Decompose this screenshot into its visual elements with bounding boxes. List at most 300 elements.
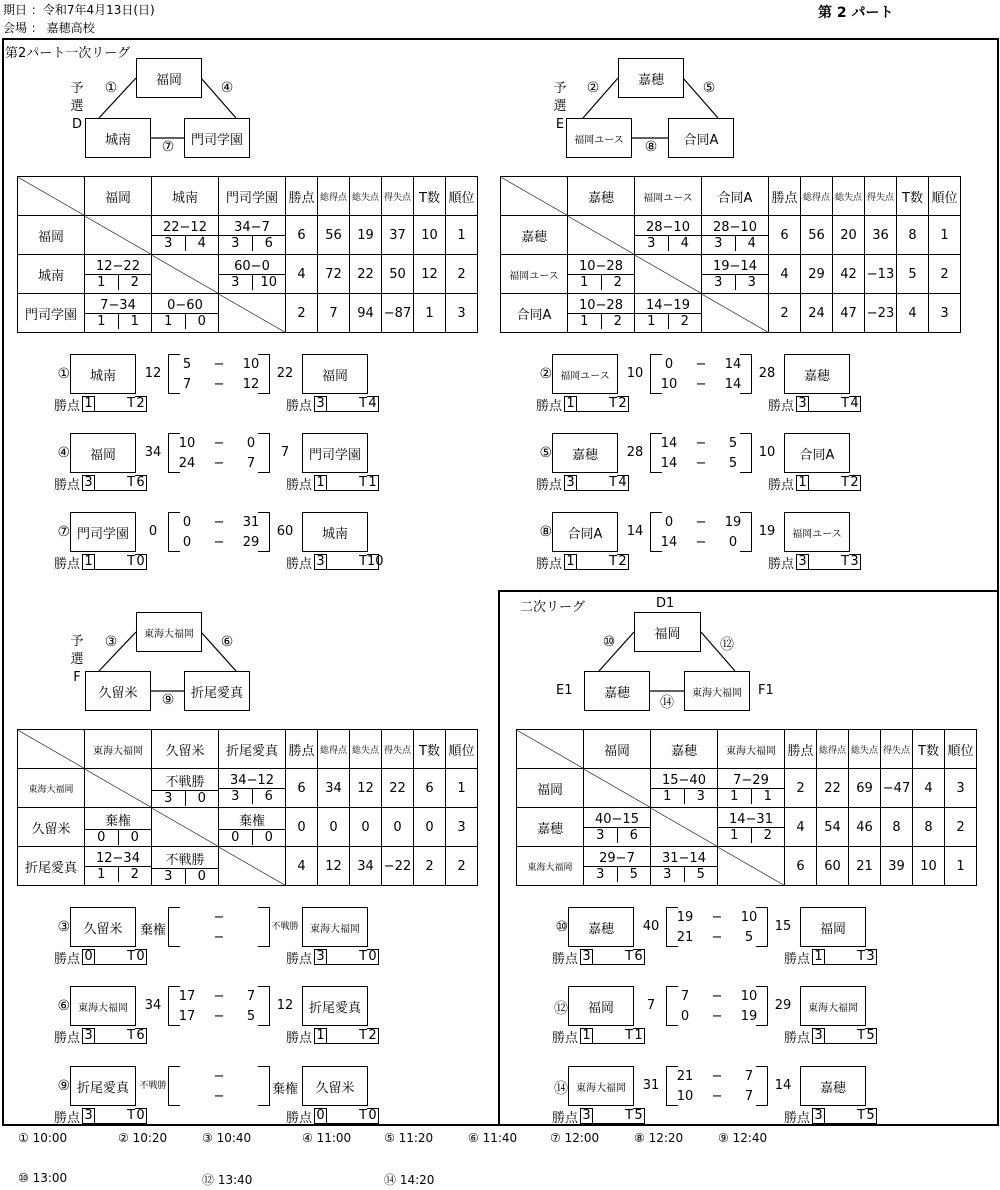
stat-total-conceded: 46	[849, 808, 881, 847]
match-points: 3	[584, 867, 618, 882]
score: 10−28	[568, 298, 634, 314]
score: 12−34	[85, 851, 151, 867]
schedule-item	[634, 1131, 683, 1145]
stat-points: 2	[286, 294, 318, 333]
col-header-points: 勝点	[785, 730, 817, 769]
first-half-away: 7	[246, 988, 256, 1004]
schedule-time: 11:20	[398, 1131, 434, 1145]
match-points: 1	[718, 789, 752, 804]
match-result-cell	[219, 769, 286, 808]
group-f-match-num-3: ⑨	[161, 692, 175, 708]
match-points: 3	[702, 275, 736, 290]
stat-diff: 39	[881, 847, 913, 886]
home-total: 0	[148, 524, 158, 539]
group-e-label-2: 選	[553, 99, 567, 114]
schedule-item	[550, 1131, 599, 1145]
stat-tries: 4	[913, 769, 945, 808]
dash: −	[213, 534, 225, 550]
col-header-total-scored: 総得点	[817, 730, 849, 769]
stat-points: 2	[769, 294, 801, 333]
match-result-cell	[85, 255, 152, 294]
schedule-match-num: ④	[302, 1131, 313, 1145]
home-team: 折尾愛真	[70, 1066, 136, 1106]
stat-rank: 3	[945, 769, 977, 808]
away-points: 3	[812, 1108, 825, 1124]
match-tries: 0	[197, 790, 206, 806]
row-team-name: 福岡	[517, 769, 584, 808]
points-label: 勝点	[536, 556, 563, 572]
first-half-home: 5	[182, 356, 192, 372]
second-league-title: 二次リーグ	[520, 600, 586, 615]
points-label: 勝点	[286, 1030, 313, 1046]
stat-total-scored: 34	[318, 769, 350, 808]
schedule-item	[118, 1131, 167, 1145]
col-header-tries: T数	[913, 730, 945, 769]
half-scores	[168, 1066, 270, 1106]
away-team: 福岡	[302, 354, 368, 394]
second-half-home: 7	[182, 376, 192, 392]
stat-diff: 22	[382, 769, 414, 808]
stat-tries: 12	[414, 255, 446, 294]
match-points: 3	[584, 828, 618, 843]
stat-points: 4	[785, 808, 817, 847]
match-tries: 0	[264, 829, 273, 845]
group-f-label-2: 選	[70, 652, 84, 667]
match-points: 3	[219, 236, 253, 251]
match-result-cell	[152, 294, 219, 333]
t-label: T	[577, 476, 617, 491]
stat-tries: 8	[913, 808, 945, 847]
schedule-match-num: ⑫	[202, 1173, 215, 1187]
row-team-name: 東海大福岡	[517, 847, 584, 886]
stat-total-conceded: 21	[849, 847, 881, 886]
second-half-home: 21	[676, 929, 694, 945]
score: 28−10	[635, 220, 701, 236]
away-tries: 4	[849, 396, 861, 412]
self-match-cell	[635, 255, 702, 294]
stat-points: 4	[286, 255, 318, 294]
match-points: 3	[635, 236, 669, 251]
away-points: 3	[796, 396, 809, 412]
match-tries: 0	[197, 313, 206, 329]
stat-tries: 10	[414, 216, 446, 255]
score: 棄権	[85, 810, 151, 830]
dash: −	[695, 514, 707, 530]
home-points: 1	[82, 396, 95, 412]
match-result	[538, 986, 898, 1046]
league-table-s	[516, 729, 977, 886]
away-tries: 1	[367, 475, 379, 491]
second-match-num-3: ⑭	[660, 695, 674, 711]
match-tries: 0	[130, 829, 139, 845]
stat-total-scored: 24	[801, 294, 833, 333]
t-label: T	[327, 555, 367, 570]
match-number: ④	[57, 445, 70, 461]
col-header-team: 合同A	[702, 177, 769, 216]
first-half-away: 7	[744, 1068, 754, 1084]
away-team: 久留米	[302, 1066, 368, 1106]
first-half-home: 0	[664, 356, 674, 372]
col-header-team: 嘉穂	[651, 730, 718, 769]
match-number: ⑤	[539, 445, 552, 461]
away-tries: 5	[865, 1108, 877, 1124]
col-header-total-conceded: 総失点	[833, 177, 865, 216]
t-label: T	[327, 1029, 367, 1044]
away-total: 12	[276, 998, 294, 1013]
row-team-name: 城南	[18, 255, 85, 294]
points-label: 勝点	[286, 951, 313, 967]
score: 15−40	[651, 773, 717, 789]
score: 0−60	[152, 298, 218, 314]
away-tries: 0	[367, 1108, 379, 1124]
stat-tries: 8	[897, 216, 929, 255]
stat-total-conceded: 34	[350, 847, 382, 886]
match-tries: 5	[696, 866, 705, 882]
col-header-total-scored: 総得点	[318, 730, 350, 769]
match-points: 3	[651, 867, 685, 882]
col-header-team: 門司学園	[219, 177, 286, 216]
group-f-label-3: F	[73, 670, 81, 685]
col-header-rank: 順位	[446, 177, 478, 216]
table-corner	[18, 730, 85, 769]
stat-total-scored: 54	[817, 808, 849, 847]
half-scores	[168, 512, 270, 552]
home-total: 7	[646, 998, 656, 1013]
col-header-diff: 得失点	[382, 177, 414, 216]
stat-total-scored: 72	[318, 255, 350, 294]
away-team: 折尾愛真	[302, 986, 368, 1026]
match-result-cell	[635, 294, 702, 333]
points-label: 勝点	[784, 1110, 811, 1126]
group-d-match-num-3: ⑦	[161, 139, 175, 155]
group-f-top-team: 東海大福岡	[136, 612, 202, 652]
match-points: 3	[152, 869, 186, 884]
home-team: 門司学園	[70, 512, 136, 552]
first-half-home: 0	[664, 514, 674, 530]
schedule-time: 14:20	[399, 1173, 435, 1187]
self-match-cell	[584, 769, 651, 808]
table-row	[517, 808, 977, 847]
t-label: T	[809, 397, 849, 412]
match-tries: 2	[613, 313, 622, 329]
dash: −	[213, 455, 225, 471]
stat-points: 6	[286, 216, 318, 255]
away-team: 東海大福岡	[302, 907, 368, 947]
home-tries: 0	[135, 554, 147, 570]
group-d-left-team: 城南	[85, 118, 151, 158]
away-total: 60	[276, 524, 294, 539]
match-result-cell	[219, 808, 286, 847]
t-label: T	[593, 1029, 633, 1044]
table-row	[501, 255, 961, 294]
match-tries: 4	[680, 235, 689, 251]
schedule-match-num: ⑥	[468, 1131, 479, 1145]
score: 34−12	[219, 773, 285, 789]
away-total: 29	[774, 998, 792, 1013]
row-team-name: 嘉穂	[517, 808, 584, 847]
t-label: T	[809, 476, 849, 491]
home-total: 28	[626, 445, 644, 460]
match-points: 1	[651, 789, 685, 804]
schedule-time: 12:00	[564, 1131, 600, 1145]
t-label: T	[593, 950, 633, 965]
match-result-cell	[219, 255, 286, 294]
row-team-name: 東海大福岡	[18, 769, 85, 808]
second-half-home: 17	[178, 1008, 196, 1024]
part-title: 第 2 パート	[818, 5, 894, 21]
group-e-label-3: E	[555, 117, 565, 132]
row-team-name: 福岡	[18, 216, 85, 255]
t-label: T	[825, 1029, 865, 1044]
match-points: 1	[85, 314, 119, 329]
match-tries: 2	[763, 827, 772, 843]
dash: −	[711, 929, 723, 945]
away-points: 3	[314, 396, 327, 412]
t-label: T	[95, 1109, 135, 1124]
col-header-rank: 順位	[945, 730, 977, 769]
group-f-label-1: 予	[70, 634, 84, 649]
col-header-diff: 得失点	[881, 730, 913, 769]
first-half-home: 21	[676, 1068, 694, 1084]
stat-rank: 1	[446, 769, 478, 808]
stat-total-conceded: 69	[849, 769, 881, 808]
t-label: T	[577, 555, 617, 570]
first-half-away: 10	[740, 988, 758, 1004]
first-half-away: 10	[740, 909, 758, 925]
self-match-cell	[702, 294, 769, 333]
group-e-match-num-3: ⑧	[644, 139, 658, 155]
table-row	[18, 808, 478, 847]
match-tries: 3	[747, 274, 756, 290]
match-tries: 2	[130, 866, 139, 882]
away-team: 城南	[302, 512, 368, 552]
col-header-team: 東海大福岡	[85, 730, 152, 769]
match-tries: 1	[130, 313, 139, 329]
match-result-cell	[219, 216, 286, 255]
dash: −	[695, 376, 707, 392]
t-label: T	[809, 555, 849, 570]
home-points: 1	[82, 554, 95, 570]
points-label: 勝点	[54, 1110, 81, 1126]
away-tries: 0	[367, 949, 379, 965]
away-team: 合同A	[784, 433, 850, 473]
points-label: 勝点	[286, 477, 313, 493]
points-label: 勝点	[784, 1030, 811, 1046]
match-points: 0	[85, 830, 119, 845]
schedule-item	[302, 1131, 351, 1145]
match-result-cell	[152, 769, 219, 808]
match-tries: 2	[613, 274, 622, 290]
stat-diff: −22	[382, 847, 414, 886]
points-label: 勝点	[54, 951, 81, 967]
half-scores	[666, 986, 768, 1026]
away-points: 3	[812, 1028, 825, 1044]
match-number: ⑭	[554, 1081, 568, 1097]
row-team-name: 門司学園	[18, 294, 85, 333]
half-scores	[168, 907, 270, 947]
self-match-cell	[85, 216, 152, 255]
half-scores	[666, 1066, 768, 1106]
half-scores	[168, 986, 270, 1026]
row-team-name: 福岡ユース	[501, 255, 568, 294]
dash: −	[213, 1008, 225, 1024]
league-table-f	[17, 729, 478, 886]
stat-tries: 2	[414, 847, 446, 886]
second-half-away: 0	[728, 534, 738, 550]
match-result-cell	[584, 847, 651, 886]
dash: −	[213, 514, 225, 530]
points-label: 勝点	[768, 556, 795, 572]
col-header-team: 嘉穂	[568, 177, 635, 216]
away-total: 不戦勝	[271, 922, 299, 932]
dash: −	[695, 435, 707, 451]
half-scores	[650, 433, 752, 473]
match-result	[538, 1066, 898, 1126]
second-half-away	[232, 927, 270, 947]
stat-points: 6	[785, 847, 817, 886]
stat-total-conceded: 12	[350, 769, 382, 808]
first-half-home: 19	[676, 909, 694, 925]
t-label: T	[577, 397, 617, 412]
stat-rank: 2	[446, 847, 478, 886]
second-top-team: 福岡	[634, 612, 701, 652]
half-scores	[168, 354, 270, 394]
group-e-top-team: 嘉穂	[618, 58, 684, 98]
match-result	[522, 354, 882, 414]
points-label: 勝点	[286, 398, 313, 414]
stat-rank: 3	[446, 808, 478, 847]
group-d-label-1: 予	[70, 81, 84, 96]
schedule-match-num: ②	[118, 1131, 129, 1145]
home-team: 嘉穂	[568, 907, 634, 947]
stat-tries: 0	[414, 808, 446, 847]
col-header-rank: 順位	[446, 730, 478, 769]
col-header-team: 折尾愛真	[219, 730, 286, 769]
first-half-away	[232, 907, 270, 927]
first-half-away	[232, 1066, 270, 1086]
col-header-points: 勝点	[286, 177, 318, 216]
match-tries: 2	[130, 274, 139, 290]
schedule-item	[384, 1131, 433, 1145]
match-result-cell	[702, 255, 769, 294]
venue-line: 会場 ： 嘉穂高校	[3, 21, 95, 35]
score: 12−22	[85, 259, 151, 275]
t-label: T	[95, 950, 135, 965]
home-tries: 6	[135, 1028, 147, 1044]
match-number: ⑨	[57, 1078, 70, 1094]
group-e-right-team: 合同A	[668, 118, 734, 158]
dash: −	[711, 988, 723, 1004]
points-label: 勝点	[286, 1110, 313, 1126]
group-d-match-num-1: ①	[104, 80, 118, 96]
second-half-home: 10	[660, 376, 678, 392]
half-scores	[666, 907, 768, 947]
home-tries: 0	[135, 949, 147, 965]
home-team: 東海大福岡	[70, 986, 136, 1026]
dash: −	[213, 988, 225, 1004]
schedule-match-num: ①	[18, 1131, 29, 1145]
dash: −	[695, 534, 707, 550]
stat-diff: −23	[865, 294, 897, 333]
col-header-team: 福岡	[85, 177, 152, 216]
second-left-tag: E1	[556, 683, 573, 698]
dash: −	[213, 356, 225, 372]
schedule-item	[468, 1131, 517, 1145]
group-d-match-num-2: ④	[220, 80, 234, 96]
match-points: 1	[635, 314, 669, 329]
score: 14−19	[635, 298, 701, 314]
row-team-name: 折尾愛真	[18, 847, 85, 886]
dash: −	[711, 909, 723, 925]
table-row	[18, 255, 478, 294]
away-total: 28	[758, 366, 776, 381]
match-result-cell	[568, 294, 635, 333]
stat-rank: 2	[945, 808, 977, 847]
home-tries: 2	[617, 554, 629, 570]
first-half-away: 14	[724, 356, 742, 372]
match-tries: 2	[680, 313, 689, 329]
match-result-cell	[152, 847, 219, 886]
match-result	[40, 433, 400, 493]
home-total: 10	[626, 366, 644, 381]
schedule-match-num: ⑩	[18, 1171, 29, 1185]
dash: −	[213, 929, 225, 945]
points-label: 勝点	[552, 951, 579, 967]
second-half-home: 0	[182, 534, 192, 550]
away-points: 1	[314, 1028, 327, 1044]
first-half-home: 14	[660, 435, 678, 451]
match-tries: 4	[747, 235, 756, 251]
col-header-total-conceded: 総失点	[350, 730, 382, 769]
second-half-home: 14	[660, 534, 678, 550]
stat-diff: −47	[881, 769, 913, 808]
schedule-item	[718, 1131, 767, 1145]
col-header-diff: 得失点	[382, 730, 414, 769]
match-points: 1	[718, 828, 752, 843]
self-match-cell	[152, 808, 219, 847]
stat-total-conceded: 19	[350, 216, 382, 255]
home-points: 3	[564, 475, 577, 491]
dash: −	[711, 1088, 723, 1104]
points-label: 勝点	[54, 556, 81, 572]
first-half-home: 10	[178, 435, 196, 451]
home-tries: 2	[135, 396, 147, 412]
match-points: 3	[219, 789, 253, 804]
group-d-label-2: 選	[70, 99, 84, 114]
match-result-cell	[85, 294, 152, 333]
match-points: 3	[152, 791, 186, 806]
match-tries: 0	[197, 868, 206, 884]
points-label: 勝点	[536, 477, 563, 493]
schedule-time: 10:20	[132, 1131, 168, 1145]
second-half-away: 7	[744, 1088, 754, 1104]
score: 28−10	[702, 220, 768, 236]
stat-tries: 6	[414, 769, 446, 808]
home-points: 3	[580, 1108, 593, 1124]
table-row	[18, 769, 478, 808]
second-half-home: 0	[680, 1008, 690, 1024]
second-half-away	[232, 1086, 270, 1106]
schedule-item	[384, 1171, 434, 1188]
schedule-time: 11:00	[316, 1131, 352, 1145]
first-half-away: 31	[242, 514, 260, 530]
away-team: 嘉穂	[800, 1066, 866, 1106]
score: 31−14	[651, 851, 717, 867]
match-tries: 4	[197, 235, 206, 251]
schedule-match-num: ⑦	[550, 1131, 561, 1145]
stat-diff: 50	[382, 255, 414, 294]
col-header-team: 福岡ユース	[635, 177, 702, 216]
